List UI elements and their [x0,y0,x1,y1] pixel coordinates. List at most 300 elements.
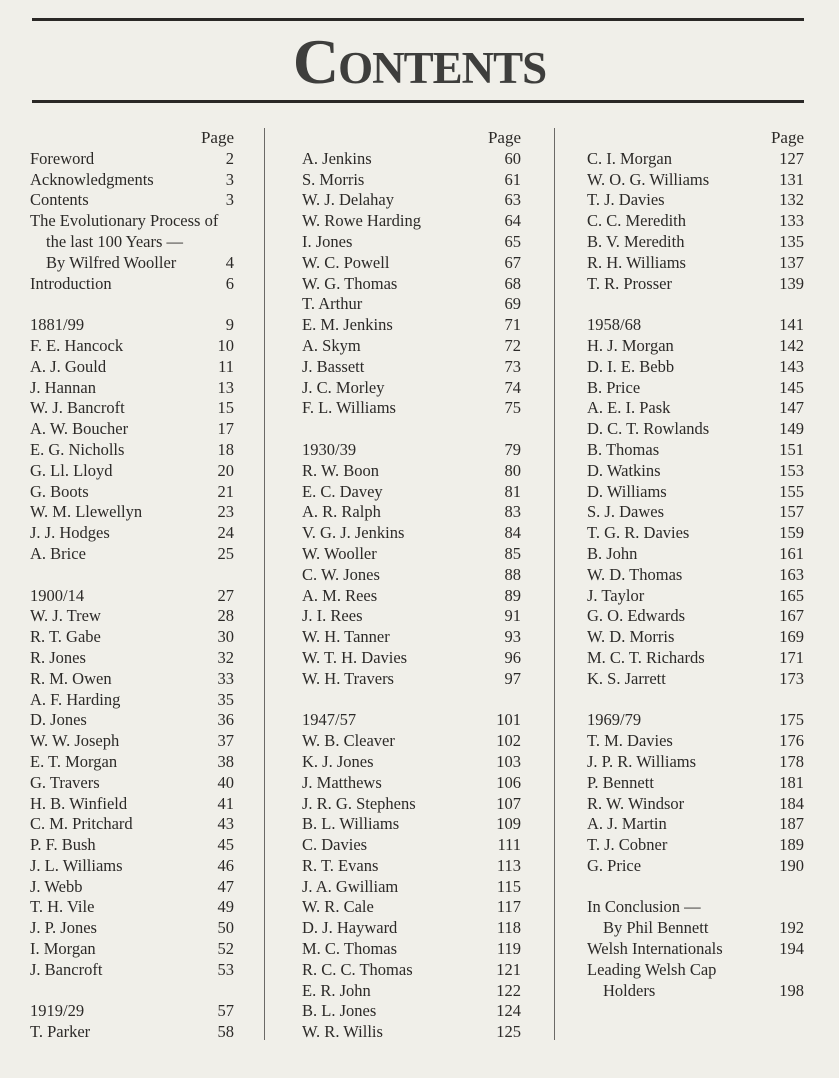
entry-title: T. Parker [30,1022,91,1042]
entry-page-number: 151 [779,439,804,459]
contents-entry [30,918,234,939]
contents-entry [30,606,234,627]
entry-page-number: 18 [217,439,234,459]
entry-title: W. J. Delahay [302,190,394,210]
contents-entry [30,814,234,835]
entry-page-number: 10 [217,335,234,355]
contents-entry [302,190,521,211]
entry-page-number: 190 [779,855,804,875]
entry-page-number: 181 [779,772,804,792]
contents-entry [587,669,804,690]
contents-entry [587,794,804,815]
contents-entry [30,627,234,648]
contents-entry [587,232,804,253]
entry-page-number: 153 [779,460,804,480]
contents-entry [302,877,521,898]
section-spacer [30,981,234,1002]
entry-title: E. R. John [302,980,371,1000]
entry-title: I. Morgan [30,939,96,959]
entry-title: A. E. I. Pask [587,398,671,418]
section-spacer [302,690,521,711]
contents-entry [302,482,521,503]
contents-entry [302,294,521,315]
entry-title: P. Bennett [587,772,654,792]
contents-entry [302,336,521,357]
contents-entry [587,544,804,565]
contents-entry [30,502,234,523]
entry-title: H. J. Morgan [587,335,674,355]
contents-entry [587,752,804,773]
contents-entry [587,190,804,211]
contents-entry [30,710,234,731]
entry-title: 1881/99 [30,315,85,335]
entry-title: J. R. G. Stephens [302,793,416,813]
contents-entry [302,211,521,232]
entry-page-number: 107 [496,793,521,813]
entry-title: J. I. Rees [302,606,363,626]
contents-entry [302,814,521,835]
entry-title: J. Taylor [587,585,645,605]
entry-page-number: 142 [779,335,804,355]
contents-entry [587,939,804,960]
entry-page-number: 23 [217,502,234,522]
contents-entry [587,731,804,752]
entry-page-number: 175 [779,710,804,730]
contents-entry [587,398,804,419]
entry-title: W. H. Tanner [302,627,390,647]
entry-title: W. B. Cleaver [302,731,395,751]
entry-page-number: 79 [504,439,521,459]
contents-entry [30,731,234,752]
entry-title: D. I. E. Bebb [587,356,675,376]
contents-entry [302,1001,521,1022]
entry-page-number: 64 [504,211,521,231]
contents-entry [302,606,521,627]
section-spacer [30,565,234,586]
contents-entry [587,274,804,295]
entry-page-number: 40 [217,772,234,792]
entry-page-number: 38 [217,751,234,771]
entry-title: J. P. Jones [30,918,97,938]
entry-page-number: 97 [504,668,521,688]
entry-page-number: 173 [779,668,804,688]
entry-title: W. C. Powell [302,252,390,272]
entry-page-number: 41 [217,793,234,813]
section-spacer [30,294,234,315]
contents-entry [587,461,804,482]
entry-title: J. P. R. Williams [587,751,697,771]
contents-entry [587,606,804,627]
entry-page-number: 72 [504,335,521,355]
contents-entry [302,232,521,253]
contents-entry [302,627,521,648]
entry-title: J. A. Gwilliam [302,876,399,896]
entry-page-number: 118 [496,918,521,938]
entry-title: 1900/14 [30,585,85,605]
contents-entry [587,482,804,503]
entry-title: D. Williams [587,481,667,501]
entry-page-number: 137 [779,252,804,272]
entry-title: I. Jones [302,231,353,251]
section-spacer [587,690,804,711]
top-rule [32,18,804,21]
entry-page-number: 65 [504,231,521,251]
entry-title: Introduction [30,273,112,293]
contents-entry [302,502,521,523]
contents-entry [587,170,804,191]
contents-entry [30,773,234,794]
entry-title: T. J. Cobner [587,835,668,855]
entry-page-number: 149 [779,419,804,439]
entry-page-number: 88 [504,564,521,584]
entry-page-number: 30 [217,627,234,647]
entry-page-number: 74 [504,377,521,397]
entry-page-number: 37 [217,731,234,751]
contents-entry [30,586,234,607]
entry-title: R. C. C. Thomas [302,959,413,979]
entry-title: E. G. Nicholls [30,439,125,459]
entry-page-number: 46 [217,855,234,875]
entry-title: F. L. Williams [302,398,396,418]
entry-title: A. J. Gould [30,356,107,376]
contents-entry [587,149,804,170]
entry-page-number: 61 [504,169,521,189]
contents-entry [302,773,521,794]
contents-entry [587,586,804,607]
entry-title: T. H. Vile [30,897,95,917]
contents-entry [302,149,521,170]
entry-page-number: 83 [504,502,521,522]
entry-title: C. M. Pritchard [30,814,133,834]
contents-entry [302,856,521,877]
entry-title: A. Brice [30,543,86,563]
entry-page-number: 93 [504,627,521,647]
contents-entry [30,357,234,378]
entry-title: G. Travers [30,772,100,792]
page-title: Contents [292,26,547,97]
entry-title: M. C. T. Richards [587,647,705,667]
contents-entry [30,253,234,274]
entry-title: The Evolutionary Process of [30,211,219,231]
entry-page-number: 145 [779,377,804,397]
entry-title: Welsh Internationals [587,939,723,959]
entry-page-number: 11 [218,356,234,376]
entry-title: T. Arthur [302,294,363,314]
entry-title: T. J. Davies [587,190,665,210]
entry-page-number: 187 [779,814,804,834]
contents-entry [30,211,234,232]
contents-entry [587,378,804,399]
contents-entry [30,274,234,295]
entry-page-number: 122 [496,980,521,1000]
entry-title: A. J. Martin [587,814,667,834]
entry-title: Leading Welsh Cap [587,959,717,979]
contents-entry [587,710,804,731]
entry-page-number: 117 [496,897,521,917]
entry-page-number: 71 [504,315,521,335]
entry-title: W. W. Joseph [30,731,120,751]
entry-title: S. J. Dawes [587,502,664,522]
entry-page-number: 36 [217,710,234,730]
contents-entry [302,794,521,815]
contents-entry [30,398,234,419]
entry-title: A. W. Boucher [30,419,129,439]
entry-page-number: 33 [217,668,234,688]
contents-entry [30,419,234,440]
contents-entry [302,440,521,461]
entry-title: D. J. Hayward [302,918,398,938]
entry-title: B. Price [587,377,641,397]
entry-title: M. C. Thomas [302,939,398,959]
entry-page-number: 53 [217,959,234,979]
contents-entry [302,378,521,399]
entry-title: Acknowledgments [30,169,154,189]
contents-entry [302,960,521,981]
entry-title: J. L. Williams [30,855,123,875]
contents-entry [30,897,234,918]
entry-title: the last 100 Years — [46,231,184,251]
contents-entry [587,523,804,544]
entry-title: D. C. T. Rowlands [587,419,710,439]
entry-title: E. M. Jenkins [302,315,393,335]
entry-title: 1947/57 [302,710,357,730]
entry-title: 1969/79 [587,710,642,730]
contents-column-2 [302,128,521,1043]
entry-title: A. Jenkins [302,148,372,168]
entry-title: R. T. Gabe [30,627,101,647]
entry-title: G. Price [587,855,642,875]
entry-page-number: 13 [217,377,234,397]
contents-entry [30,960,234,981]
entry-title: B. Thomas [587,439,660,459]
entry-page-number: 178 [779,751,804,771]
contents-entry [302,752,521,773]
entry-page-number: 67 [504,252,521,272]
entry-page-number: 15 [217,398,234,418]
entry-page-number: 121 [496,959,521,979]
entry-page-number: 49 [217,897,234,917]
entry-page-number: 6 [225,273,234,293]
entry-page-number: 167 [779,606,804,626]
entry-title: Contents [30,190,89,210]
contents-entry [30,835,234,856]
entry-title: W. Wooller [302,543,377,563]
entry-title: Foreword [30,148,95,168]
contents-entry [302,565,521,586]
contents-entry [587,565,804,586]
contents-entry [302,835,521,856]
entry-title: W. D. Morris [587,627,675,647]
contents-entry [587,357,804,378]
entry-title: W. M. Llewellyn [30,502,143,522]
entry-page-number: 21 [217,481,234,501]
entry-page-number: 3 [225,169,234,189]
entry-page-number: 125 [496,1022,521,1042]
contents-entry [30,523,234,544]
contents-entry [302,544,521,565]
entry-title: By Wilfred Wooller [46,252,177,272]
entry-title: C. W. Jones [302,564,380,584]
entry-page-number: 35 [217,689,234,709]
entry-title: A. F. Harding [30,689,121,709]
entry-title: K. S. Jarrett [587,668,666,688]
entry-page-number: 161 [779,543,804,563]
contents-entry [30,794,234,815]
contents-entry [30,336,234,357]
entry-title: A. M. Rees [302,585,378,605]
entry-page-number: 106 [496,772,521,792]
contents-entry [587,648,804,669]
entry-title: T. G. R. Davies [587,523,690,543]
entry-page-number: 3 [225,190,234,210]
entry-title: R. Jones [30,647,86,667]
entry-title: B. L. Williams [302,814,400,834]
entry-page-number: 89 [504,585,521,605]
contents-entry [587,814,804,835]
entry-page-number: 143 [779,356,804,376]
entry-page-number: 111 [497,835,521,855]
entry-title: C. Davies [302,835,368,855]
entry-title: W. D. Thomas [587,564,683,584]
entry-page-number: 147 [779,398,804,418]
contents-entry [587,856,804,877]
entry-page-number: 165 [779,585,804,605]
entry-page-number: 84 [504,523,521,543]
entry-title: E. C. Davey [302,481,383,501]
contents-entry [30,877,234,898]
contents-entry [30,752,234,773]
entry-page-number: 169 [779,627,804,647]
contents-entry [302,648,521,669]
entry-title: G. Ll. Lloyd [30,460,113,480]
contents-entry [30,544,234,565]
entry-page-number: 155 [779,481,804,501]
contents-entry [587,627,804,648]
column-divider [554,128,555,1040]
contents-entry [302,897,521,918]
entry-page-number: 192 [779,918,804,938]
contents-entry [302,731,521,752]
contents-entry [302,586,521,607]
entry-title: R. M. Owen [30,668,112,688]
entry-title: B. V. Meredith [587,231,685,251]
contents-entry [302,523,521,544]
entry-page-number: 124 [496,1001,521,1021]
contents-column-1 [30,128,234,1043]
entry-page-number: 9 [225,315,234,335]
contents-entry [30,648,234,669]
contents-entry [302,253,521,274]
entry-page-number: 75 [504,398,521,418]
entry-page-number: 113 [496,855,521,875]
entry-page-number: 159 [779,523,804,543]
entry-title: D. Watkins [587,460,661,480]
entry-title: R. H. Williams [587,252,686,272]
entry-title: 1930/39 [302,439,357,459]
entry-title: P. F. Bush [30,835,96,855]
contents-entry [587,960,804,981]
contents-entry [587,419,804,440]
entry-page-number: 135 [779,231,804,251]
contents-entry [30,939,234,960]
entry-title: T. R. Prosser [587,273,672,293]
contents-entry [587,981,804,1002]
entry-title: W. R. Cale [302,897,374,917]
entry-page-number: 27 [217,585,234,605]
entry-title: W. Rowe Harding [302,211,421,231]
entry-title: C. C. Meredith [587,211,686,231]
entry-title: W. J. Bancroft [30,398,125,418]
entry-page-number: 163 [779,564,804,584]
entry-page-number: 96 [504,647,521,667]
entry-page-number: 171 [779,647,804,667]
contents-entry [302,315,521,336]
contents-entry [30,482,234,503]
entry-page-number: 24 [217,523,234,543]
contents-entry [302,357,521,378]
entry-page-number: 20 [217,460,234,480]
entry-title: By Phil Bennett [603,918,709,938]
entry-page-number: 17 [217,419,234,439]
contents-entry [30,1022,234,1043]
entry-title: J. Matthews [302,772,382,792]
entry-title: A. R. Ralph [302,502,381,522]
entry-title: J. Webb [30,876,83,896]
contents-entry [587,211,804,232]
entry-title: W. J. Trew [30,606,101,626]
entry-page-number: 157 [779,502,804,522]
contents-entry [30,190,234,211]
entry-title: J. Bassett [302,356,365,376]
entry-title: D. Jones [30,710,87,730]
entry-page-number: 52 [217,939,234,959]
contents-entry [302,274,521,295]
contents-entry [302,1022,521,1043]
section-spacer [587,877,804,898]
entry-title: C. I. Morgan [587,148,672,168]
entry-page-number: 194 [779,939,804,959]
contents-entry [302,669,521,690]
entry-title: S. Morris [302,169,365,189]
contents-entry [30,149,234,170]
entry-title: E. T. Morgan [30,751,118,771]
title-underline-rule [32,100,804,103]
contents-entry [587,835,804,856]
entry-title: J. Hannan [30,377,96,397]
entry-page-number: 189 [779,835,804,855]
entry-page-number: 57 [217,1001,234,1021]
entry-page-number: 198 [779,980,804,1000]
contents-entry [30,856,234,877]
entry-title: W. H. Travers [302,668,394,688]
entry-page-number: 141 [779,315,804,335]
contents-entry [30,690,234,711]
entry-title: F. E. Hancock [30,335,124,355]
entry-page-number: 47 [217,876,234,896]
entry-title: In Conclusion — [587,897,701,917]
entry-title: Holders [603,980,656,1000]
entry-page-number: 109 [496,814,521,834]
page-column-header: Page [770,128,804,147]
entry-page-number: 73 [504,356,521,376]
section-spacer [587,294,804,315]
entry-title: T. M. Davies [587,731,673,751]
contents-entry [587,315,804,336]
entry-page-number: 119 [496,939,521,959]
entry-title: R. T. Evans [302,855,379,875]
entry-page-number: 139 [779,273,804,293]
contents-entry [587,253,804,274]
